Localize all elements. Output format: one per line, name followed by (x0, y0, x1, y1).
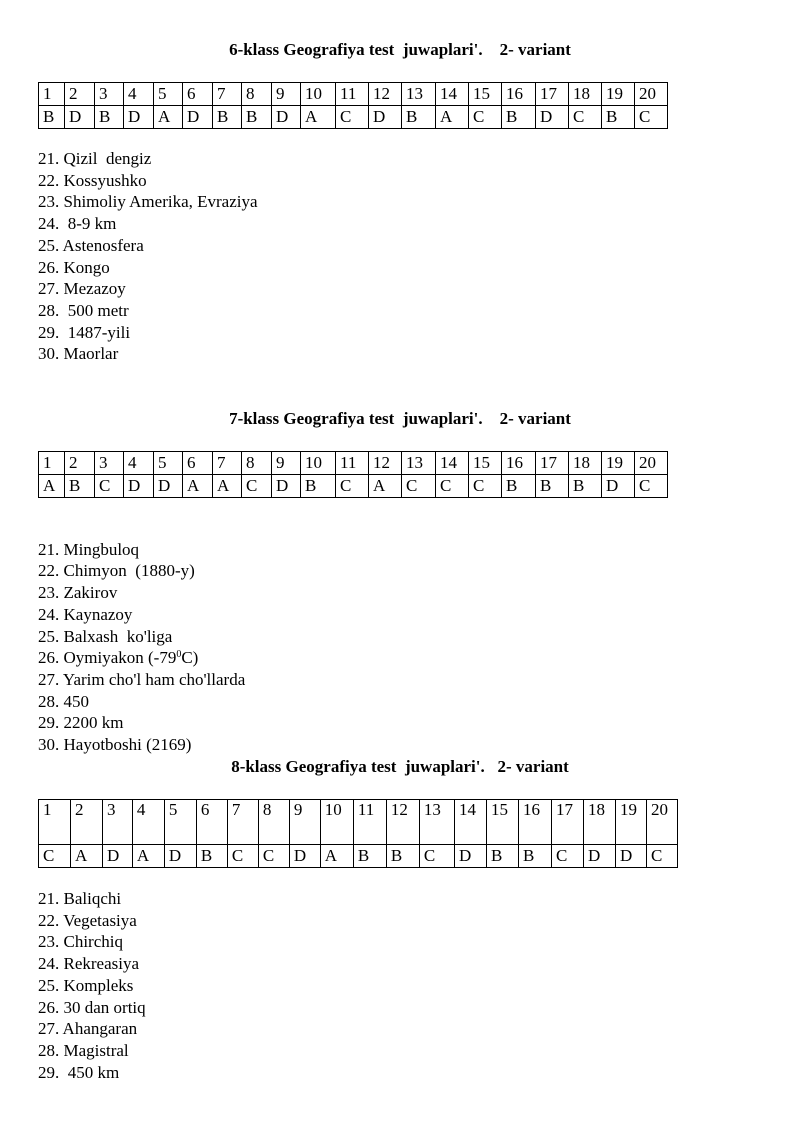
answer-cell: B (402, 106, 436, 129)
answer-cell: B (65, 475, 95, 498)
list-item (38, 953, 146, 975)
answer-cell: C (436, 475, 469, 498)
question-number-cell: 17 (536, 83, 569, 106)
question-number-cell: 18 (569, 452, 602, 475)
list-item-text: 25. Astenosfera (38, 235, 144, 255)
list-item-text: 21. Baliqchi (38, 889, 122, 908)
answer-cell: A (436, 106, 469, 129)
table-row-numbers (39, 83, 668, 106)
answer-cell: D (454, 845, 486, 868)
list-item-text: 24. Kaynazoy (38, 604, 133, 624)
answer-cell: C (242, 475, 272, 498)
list-item-text: 28. 500 metr (38, 300, 129, 320)
question-number-cell: 9 (272, 452, 301, 475)
list-item-text: 28. Magistral (38, 1040, 129, 1060)
question-number-cell: 19 (616, 800, 647, 845)
list-item-text: 27. Mezazoy (38, 279, 126, 299)
list-item-text: 27. Yarim cho'l ham cho'llarda (38, 669, 246, 689)
list-item (38, 975, 146, 997)
question-number-cell: 14 (436, 452, 469, 475)
list-item-text: 26. Kongo (38, 257, 110, 277)
answer-cell: B (502, 475, 536, 498)
answer-cell: D (154, 475, 183, 498)
answer-cell: C (635, 475, 668, 498)
list-item (38, 691, 245, 713)
question-number-cell: 5 (154, 452, 183, 475)
list-item (38, 931, 146, 953)
answer-cell: A (39, 475, 65, 498)
question-number-cell: 18 (584, 800, 616, 845)
answer-cell: C (646, 845, 677, 868)
answer-cell: D (124, 475, 154, 498)
answer-cell: C (336, 106, 369, 129)
answer-cell: B (386, 845, 419, 868)
question-number-cell: 9 (272, 83, 301, 106)
question-number-cell: 20 (635, 452, 668, 475)
answer-cell: B (536, 475, 569, 498)
question-number-cell: 3 (95, 83, 124, 106)
answer-cell: C (95, 475, 124, 498)
answer-cell: C (419, 845, 454, 868)
question-number-cell: 16 (518, 800, 551, 845)
question-number-cell: 1 (39, 83, 65, 106)
answer-cell: B (569, 475, 602, 498)
list-item (38, 343, 258, 365)
question-number-cell: 1 (39, 452, 65, 475)
list-item-text: 30. Hayotboshi (2169) (38, 735, 192, 755)
list-item-text: 23. Shimoliy Amerika, Evraziya (38, 192, 258, 212)
question-number-cell: 19 (602, 83, 635, 106)
answer-cell: B (301, 475, 336, 498)
list-item (38, 1040, 146, 1062)
list-item (38, 669, 245, 691)
answer-cell: C (469, 106, 502, 129)
question-number-cell: 4 (124, 452, 154, 475)
answer-cell: B (353, 845, 386, 868)
question-number-cell: 2 (65, 83, 95, 106)
question-number-cell: 4 (132, 800, 164, 845)
question-number-cell: 2 (71, 800, 103, 845)
table-row-answers (39, 475, 668, 498)
list-item (38, 734, 245, 756)
list-item (38, 170, 258, 192)
list-item-text: 23. Chirchiq (38, 932, 123, 952)
question-number-cell: 17 (536, 452, 569, 475)
answer-cell: A (369, 475, 402, 498)
list-item-text: 26. 30 dan ortiq (38, 997, 146, 1017)
question-number-cell: 16 (502, 83, 536, 106)
question-number-cell: 13 (419, 800, 454, 845)
list-item (38, 539, 245, 561)
answer-cell: D (369, 106, 402, 129)
answer-cell: A (183, 475, 213, 498)
question-number-cell: 8 (242, 83, 272, 106)
open-answers-6-klass (38, 148, 258, 365)
list-item-text: 26. Oymiyakon (-79 (38, 648, 177, 668)
question-number-cell: 7 (213, 452, 242, 475)
list-item-text: 30. Maorlar (38, 344, 119, 364)
question-number-cell: 15 (486, 800, 518, 845)
question-number-cell: 11 (336, 83, 369, 106)
answer-table-6-klass (38, 82, 668, 129)
answer-cell: C (227, 845, 258, 868)
answer-cell: D (616, 845, 647, 868)
list-item (38, 322, 258, 344)
list-item-text: 22. Kossyushko (38, 170, 147, 190)
list-item-text: 27. Ahangaran (38, 1019, 138, 1039)
answer-cell: B (196, 845, 227, 868)
list-item-text: 29. 2200 km (38, 713, 124, 733)
table-row-answers (39, 106, 668, 129)
question-number-cell: 16 (502, 452, 536, 475)
list-item (38, 235, 258, 257)
question-number-cell: 12 (369, 83, 402, 106)
question-number-cell: 12 (369, 452, 402, 475)
answer-cell: A (320, 845, 353, 868)
question-number-cell: 17 (552, 800, 584, 845)
list-item-text: 25. Kompleks (38, 975, 134, 995)
answer-cell: D (536, 106, 569, 129)
question-number-cell: 8 (258, 800, 289, 845)
question-number-cell: 9 (289, 800, 320, 845)
answer-cell: B (502, 106, 536, 129)
list-item (38, 278, 258, 300)
list-item-text: 25. Balxash ko'liga (38, 626, 173, 646)
question-number-cell: 14 (454, 800, 486, 845)
answer-cell: D (103, 845, 133, 868)
title-7-klass: 7-klass Geografiya test juwaplari'. 2- variant (229, 409, 571, 428)
question-number-cell: 2 (65, 452, 95, 475)
list-item (38, 213, 258, 235)
answer-cell: D (164, 845, 196, 868)
open-answers-8-klass (38, 888, 146, 1083)
answer-cell: D (124, 106, 154, 129)
answer-cell: C (552, 845, 584, 868)
title-6-klass: 6-klass Geografiya test juwaplari'. 2- variant (229, 40, 571, 59)
list-item (38, 191, 258, 213)
answer-cell: D (183, 106, 213, 129)
question-number-cell: 5 (154, 83, 183, 106)
answer-cell: D (65, 106, 95, 129)
list-item (38, 910, 146, 932)
list-item (38, 626, 245, 648)
answer-cell: C (635, 106, 668, 129)
answer-cell: C (336, 475, 369, 498)
question-number-cell: 13 (402, 83, 436, 106)
list-item-text: 29. 1487-yili (38, 322, 131, 342)
answer-cell: C (469, 475, 502, 498)
list-item (38, 257, 258, 279)
answer-cell: A (301, 106, 336, 129)
answer-cell: C (39, 845, 71, 868)
question-number-cell: 7 (227, 800, 258, 845)
answer-cell: B (213, 106, 242, 129)
question-number-cell: 7 (213, 83, 242, 106)
list-item-text: 21. Mingbuloq (38, 539, 140, 559)
answer-cell: A (213, 475, 242, 498)
list-item (38, 604, 245, 626)
answer-cell: D (272, 475, 301, 498)
answer-cell: C (402, 475, 436, 498)
question-number-cell: 6 (196, 800, 227, 845)
question-number-cell: 20 (646, 800, 677, 845)
answer-table-7-klass (38, 451, 668, 498)
list-item-text: 24. 8-9 km (38, 214, 117, 234)
question-number-cell: 11 (336, 452, 369, 475)
list-item-text: 28. 450 (38, 691, 89, 711)
list-item (38, 1018, 146, 1040)
answer-cell: A (71, 845, 103, 868)
answer-cell: B (602, 106, 635, 129)
question-number-cell: 8 (242, 452, 272, 475)
question-number-cell: 19 (602, 452, 635, 475)
question-number-cell: 6 (183, 452, 213, 475)
question-number-cell: 1 (39, 800, 71, 845)
list-item (38, 1062, 146, 1084)
question-number-cell: 10 (320, 800, 353, 845)
table-row-numbers (39, 452, 668, 475)
question-number-cell: 3 (95, 452, 124, 475)
list-item (38, 560, 245, 582)
answer-cell: B (486, 845, 518, 868)
question-number-cell: 20 (635, 83, 668, 106)
list-item-text-tail: C) (181, 648, 199, 668)
answer-cell: A (154, 106, 183, 129)
open-answers-7-klass (38, 517, 245, 756)
list-item (38, 582, 245, 604)
list-item-text: 22. Chimyon (1880-y) (38, 561, 195, 581)
table-row-numbers (39, 800, 678, 845)
title-8-klass: 8-klass Geografiya test juwaplari'. 2- variant (231, 757, 569, 776)
question-number-cell: 15 (469, 83, 502, 106)
question-number-cell: 3 (103, 800, 133, 845)
list-item (38, 888, 146, 910)
answer-cell: B (95, 106, 124, 129)
question-number-cell: 12 (386, 800, 419, 845)
list-item-text: 29. 450 km (38, 1062, 120, 1082)
answer-cell: B (39, 106, 65, 129)
question-number-cell: 10 (301, 83, 336, 106)
list-item-text: 23. Zakirov (38, 583, 118, 603)
answer-cell: D (289, 845, 320, 868)
question-number-cell: 6 (183, 83, 213, 106)
degree-superscript: 0 (176, 649, 182, 661)
question-number-cell: 5 (164, 800, 196, 845)
answer-cell: C (258, 845, 289, 868)
question-number-cell: 14 (436, 83, 469, 106)
question-number-cell: 10 (301, 452, 336, 475)
answer-cell: D (584, 845, 616, 868)
answer-cell: D (602, 475, 635, 498)
question-number-cell: 13 (402, 452, 436, 475)
list-item (38, 300, 258, 322)
answer-cell: B (242, 106, 272, 129)
list-item (38, 712, 245, 734)
list-item-text: 22. Vegetasiya (38, 910, 137, 930)
table-row-answers (39, 845, 678, 868)
question-number-cell: 15 (469, 452, 502, 475)
list-item-text: 21. Qizil dengiz (38, 149, 152, 168)
question-number-cell: 11 (353, 800, 386, 845)
list-item (38, 997, 146, 1019)
list-item (38, 647, 245, 669)
answer-cell: C (569, 106, 602, 129)
answer-cell: D (272, 106, 301, 129)
answer-cell: A (132, 845, 164, 868)
answer-table-8-klass (38, 799, 678, 868)
question-number-cell: 18 (569, 83, 602, 106)
list-item (38, 148, 258, 170)
answer-cell: B (518, 845, 551, 868)
question-number-cell: 4 (124, 83, 154, 106)
list-item-text: 24. Rekreasiya (38, 954, 140, 974)
